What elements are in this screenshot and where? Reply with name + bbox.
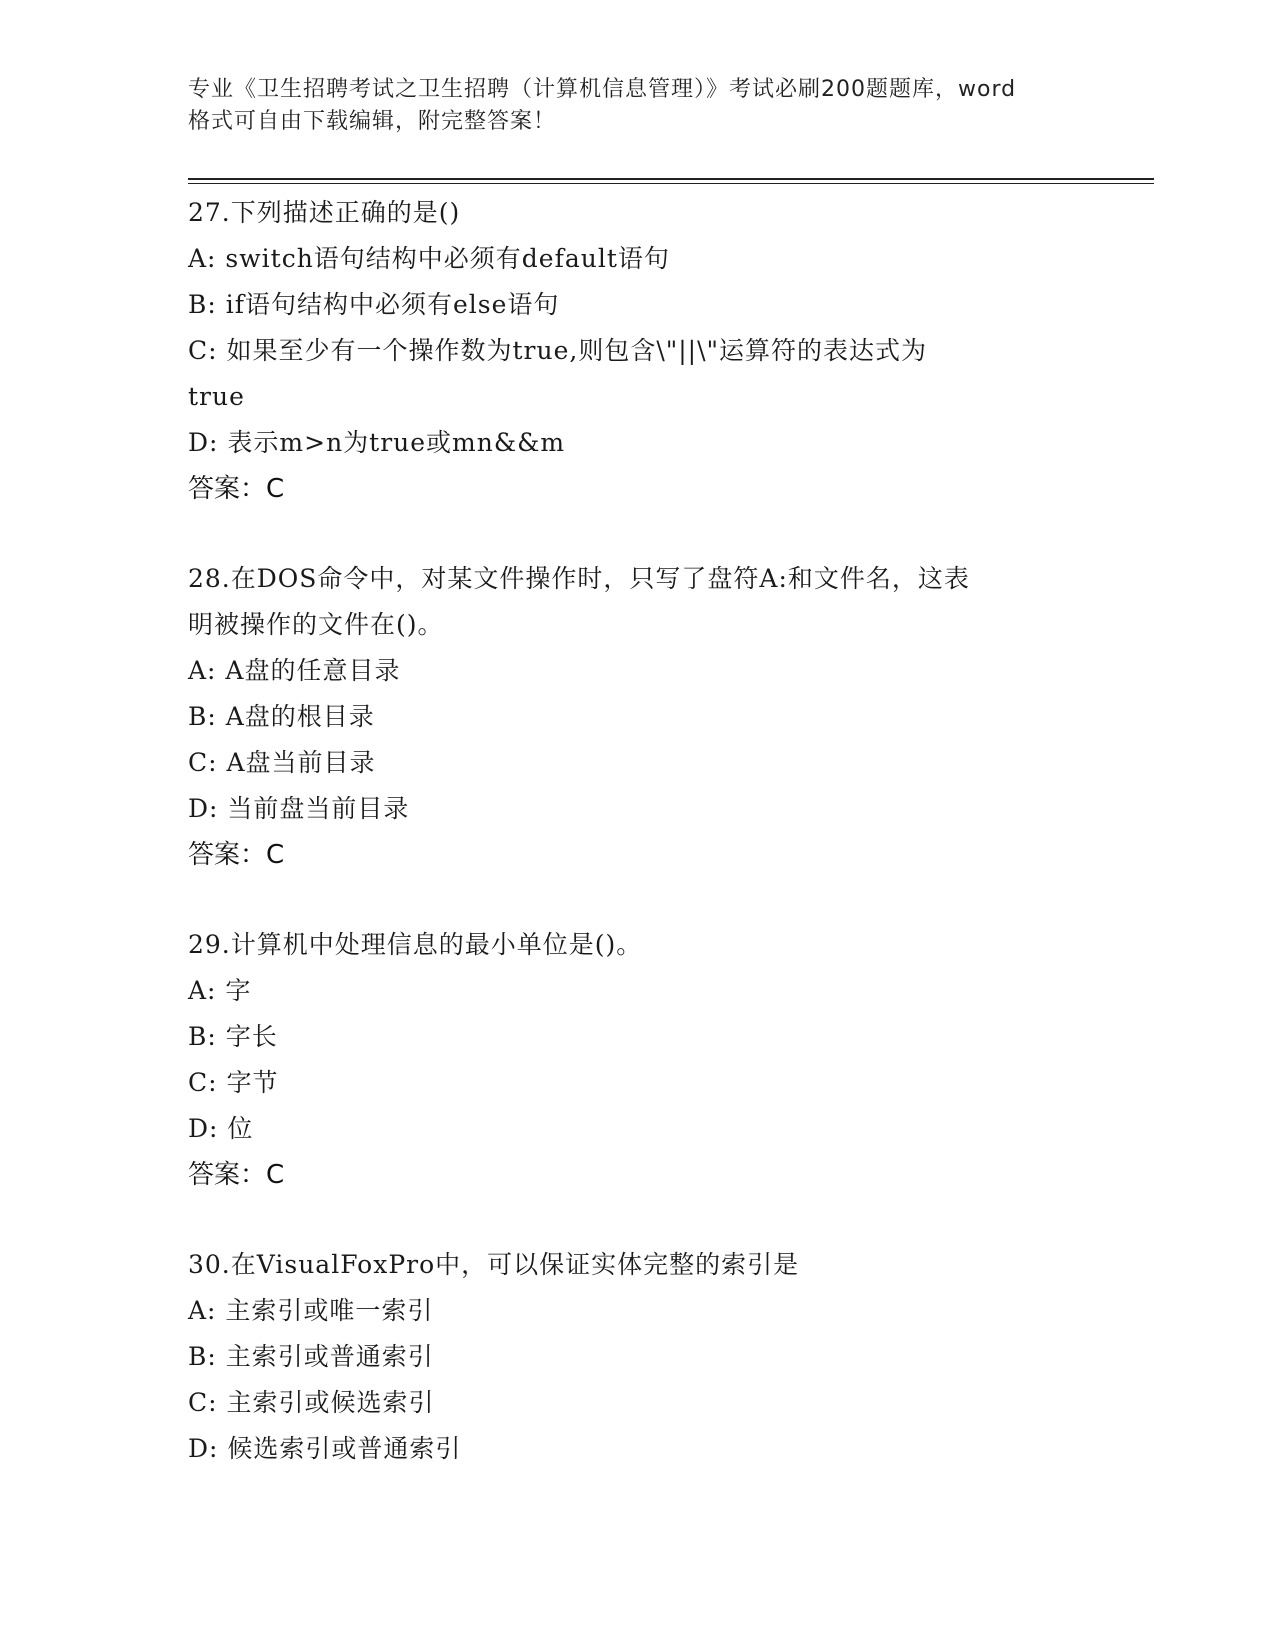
answer-option: D: 位 bbox=[188, 1114, 254, 1143]
header-divider-thick bbox=[188, 178, 1154, 180]
question-block bbox=[188, 190, 1088, 512]
question-block bbox=[188, 922, 1088, 1198]
answer-option: D: 候选索引或普通索引 bbox=[188, 1434, 462, 1463]
correct-answer: 答案：C bbox=[188, 840, 285, 870]
header-line-1: 专业《卫生招聘考试之卫生招聘（计算机信息管理）》考试必刷200题题库，word bbox=[188, 77, 1017, 102]
question-spacer bbox=[188, 512, 1088, 556]
question-list bbox=[188, 190, 1088, 1472]
answer-option: C: 如果至少有一个操作数为true,则包含\"||\"运算符的表达式为 bbox=[188, 336, 928, 365]
question-stem: 27.下列描述正确的是() bbox=[188, 198, 461, 227]
question-stem: 28.在DOS命令中，对某文件操作时，只写了盘符A:和文件名，这表 bbox=[188, 564, 970, 593]
answer-option: B: if语句结构中必须有else语句 bbox=[188, 290, 560, 319]
answer-option: C: 主索引或候选索引 bbox=[188, 1388, 435, 1417]
question-stem: 明被操作的文件在()。 bbox=[188, 610, 444, 639]
question-block bbox=[188, 556, 1088, 878]
question-stem: 29.计算机中处理信息的最小单位是()。 bbox=[188, 930, 643, 959]
correct-answer: 答案：C bbox=[188, 474, 285, 504]
header-divider-thin bbox=[188, 183, 1154, 184]
question-block bbox=[188, 1242, 1088, 1472]
answer-option: C: A盘当前目录 bbox=[188, 748, 376, 777]
question-spacer bbox=[188, 1198, 1088, 1242]
answer-option: D: 当前盘当前目录 bbox=[188, 794, 410, 823]
answer-option: B: A盘的根目录 bbox=[188, 702, 375, 731]
answer-option: A: switch语句结构中必须有default语句 bbox=[188, 244, 670, 273]
answer-option: A: A盘的任意目录 bbox=[188, 656, 401, 685]
answer-option: B: 字长 bbox=[188, 1022, 278, 1051]
question-stem: 30.在VisualFoxPro中，可以保证实体完整的索引是 bbox=[188, 1250, 800, 1279]
document-header bbox=[188, 74, 1088, 138]
answer-option: D: 表示m>n为true或mn&&m bbox=[188, 428, 566, 457]
answer-option: A: 字 bbox=[188, 976, 252, 1005]
question-spacer bbox=[188, 878, 1088, 922]
answer-option: C: 字节 bbox=[188, 1068, 279, 1097]
answer-option: true bbox=[188, 382, 245, 411]
header-line-2: 格式可自由下载编辑，附完整答案！ bbox=[188, 109, 557, 134]
answer-option: B: 主索引或普通索引 bbox=[188, 1342, 434, 1371]
answer-option: A: 主索引或唯一索引 bbox=[188, 1296, 434, 1325]
correct-answer: 答案：C bbox=[188, 1160, 285, 1190]
